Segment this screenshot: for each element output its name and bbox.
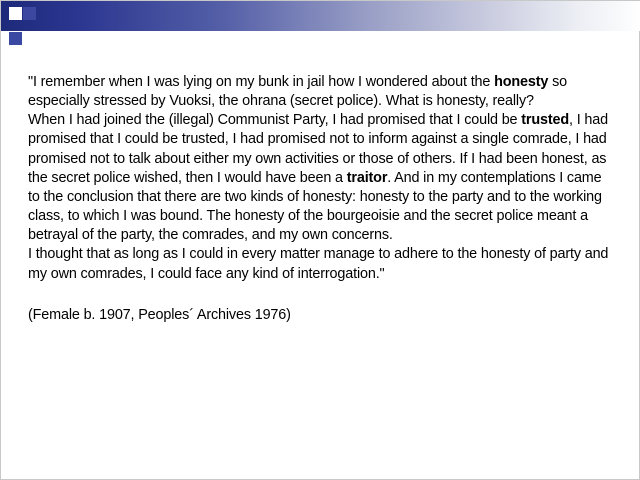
text-run: , I had promised that I could be trusted, I had promised not to inform against a single comrade, I had promised not to talk about either my own activities or those of others. If I had been honest, as the secret police wished, then I would have been a	[28, 112, 608, 186]
quote-attribution	[28, 306, 616, 325]
text-run: I thought that as long as I could in every matter manage to adhere to the honesty of party and my own comrades, I could face any kind of interrogation."	[28, 246, 609, 282]
quote-paragraph	[28, 73, 616, 111]
quote-text-block	[28, 73, 616, 325]
emphasized-word: traitor	[346, 169, 388, 186]
decor-square-4	[23, 32, 36, 45]
quote-paragraph	[28, 111, 616, 245]
quote-paragraph	[28, 245, 616, 283]
decor-square-3	[9, 32, 22, 45]
text-run: When I had joined the (illegal) Communist Party, I had promised that I could be	[28, 112, 522, 129]
emphasized-word: trusted	[521, 112, 569, 129]
decor-square-1	[9, 7, 22, 20]
decor-square-5	[37, 32, 50, 45]
text-run: . And in my contemplations I came to the conclusion that there are two kinds of honesty: honesty to the party and to the working class, to which I was bound. The honesty of the bourgeoisie and the secret police meant a betrayal of the party, the comrades, and my own concerns.	[28, 169, 602, 244]
text-run: "I remember when I was lying on my bunk in jail how I wondered about the	[28, 74, 495, 90]
text-run: so especially stressed by Vuoksi, the ohrana (secret police). What is honesty, really?	[28, 74, 567, 110]
decor-square-2	[23, 7, 36, 20]
header-decoration-band	[1, 1, 640, 31]
emphasized-word: honesty	[494, 74, 549, 90]
text-run: (Female b. 1907, Peoples´ Archives 1976)	[28, 306, 291, 323]
